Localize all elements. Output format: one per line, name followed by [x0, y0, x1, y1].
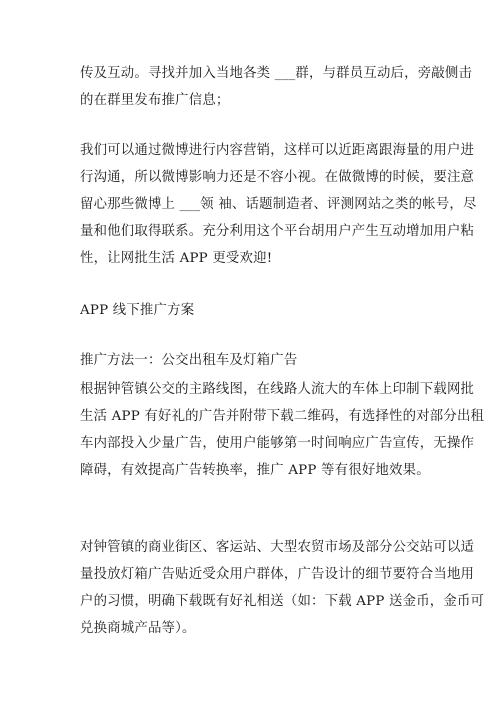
paragraph-weibo-marketing	[80, 137, 477, 272]
text-line: 对钟管镇的商业街区、客运站、大型农贸市场及部分公交站可以适	[80, 540, 475, 555]
text-line: 户的习惯，明确下载既有好礼相送（如：下载 APP 送金币，金币可	[80, 594, 485, 609]
section-heading-method-one: 推广方法一：公交出租车及灯箱广告	[80, 353, 298, 368]
paragraph-group-interaction	[80, 60, 472, 114]
paragraph-bus-taxi-ads	[80, 376, 484, 484]
text-line: 我们可以通过微博进行内容营销，这样可以近距离跟海量的用户进	[80, 143, 475, 158]
text-line: 的在群里发布推广信息；	[80, 93, 230, 108]
text-line: 性，让网批生活 APP 更受欢迎!	[80, 251, 273, 266]
text-line: 障碍，有效提高广告转换率，推广 APP 等有很好地效果。	[80, 463, 430, 478]
text-line: 传及互动。寻找并加入当地各类 ___群，与群员互动后，旁敲侧击	[80, 66, 473, 81]
text-line: 量投放灯箱广告贴近受众用户群体，广告设计的细节要符合当地用	[80, 567, 475, 582]
text-line: 量和他们取得联系。充分利用这个平台胡用户产生互动增加用户粘	[80, 224, 475, 239]
section-heading-offline: APP 线下推广方案	[80, 303, 195, 318]
paragraph-lightbox-ads	[80, 534, 484, 642]
text-line: 兑换商城产品等）。	[80, 621, 196, 636]
text-line: 根据钟管镇公交的主路线图，在线路人流大的车体上印制下载网批	[80, 382, 475, 397]
text-line: 车内部投入少量广告，使用户能够第一时间响应广告宣传，无操作	[80, 436, 475, 451]
text-line: 生活 APP 有好礼的广告并附带下载二维码，有选择性的对部分出租	[80, 409, 485, 424]
text-line: 留心那些微博上 ___领 袖、话题制造者、评测网站之类的帐号，尽	[80, 197, 477, 212]
text-line: 行沟通，所以微博影响力还是不容小视。在做微博的时候，要注意	[80, 170, 475, 185]
